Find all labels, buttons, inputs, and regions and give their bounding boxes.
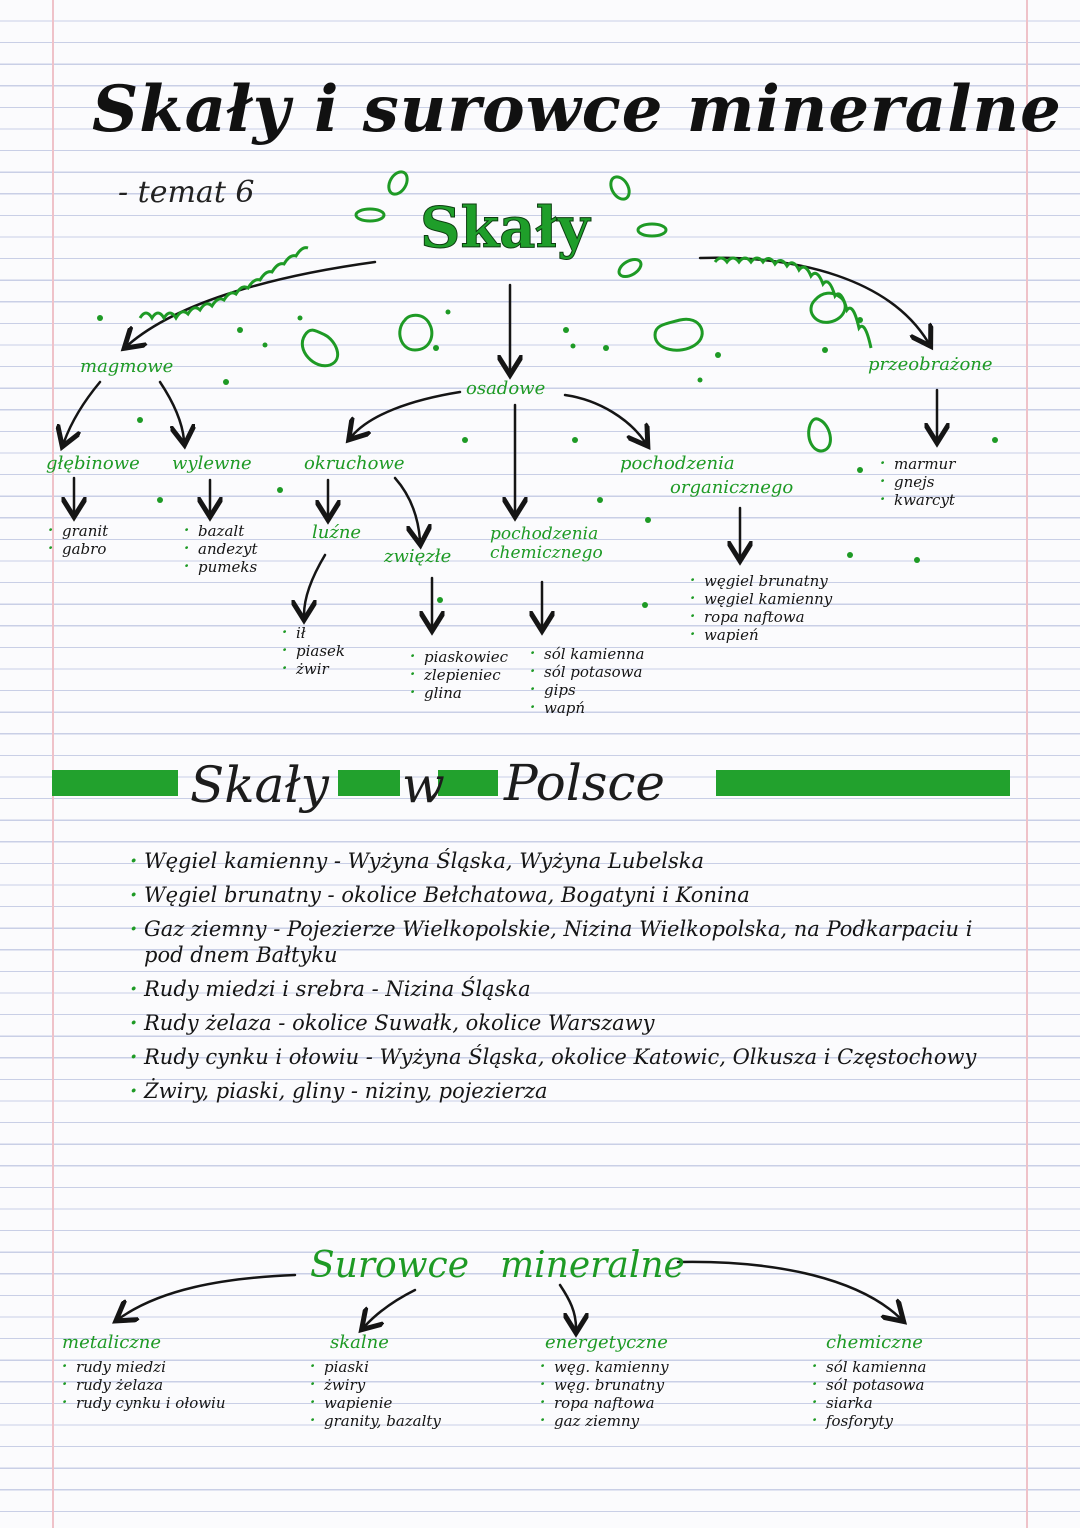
highlight-band — [716, 770, 1010, 796]
surowce-title-part1: Surowce — [310, 1245, 470, 1286]
list-item: · piaski — [310, 1358, 441, 1376]
list-item: · bazalt — [184, 522, 258, 540]
highlight-band — [438, 770, 498, 796]
list-item: · żwir — [282, 660, 345, 678]
subcategory-glebinowe: głębinowe — [46, 453, 140, 474]
list-energetyczne — [540, 1358, 669, 1430]
list-zwiezle — [410, 648, 508, 702]
subcategory-organiczne-line1: pochodzenia — [620, 453, 735, 474]
page-title: Skały i surowce mineralne — [92, 72, 1062, 147]
subcategory-wylewne: wylewne — [172, 453, 252, 474]
list-item: · Rudy cynku i ołowiu - Wyżyna Śląska, okolice Katowic, Olkusza i Częstochowy — [130, 1044, 1010, 1070]
group-skalne: skalne — [330, 1332, 389, 1353]
group-energetyczne: energetyczne — [545, 1332, 668, 1353]
list-przeobrazone — [880, 455, 955, 509]
section-title-skaly: Skały — [190, 756, 329, 814]
list-item: · sól potasowa — [812, 1376, 927, 1394]
list-item: · węg. brunatny — [540, 1376, 669, 1394]
list-item: · sól kamienna — [530, 645, 645, 663]
list-item: · gabro — [48, 540, 108, 558]
list-item: · Żwiry, piaski, gliny - niziny, pojezierza — [130, 1078, 1010, 1104]
subcategory-organiczne-line2: organicznego — [670, 477, 794, 498]
list-chemiczne — [530, 645, 645, 717]
category-osadowe: osadowe — [466, 378, 546, 399]
list-item: · rudy miedzi — [62, 1358, 226, 1376]
list-item: · zlepieniec — [410, 666, 508, 684]
subcategory-zwiezle: zwięzłe — [384, 546, 452, 567]
group-chemiczne: chemiczne — [826, 1332, 923, 1353]
list-item: · żwiry — [310, 1376, 441, 1394]
list-item: · Węgiel brunatny - okolice Bełchatowa, Bogatyni i Konina — [130, 882, 1010, 908]
list-organiczne — [690, 572, 832, 644]
category-magmowe: magmowe — [80, 356, 174, 377]
list-item: · rudy cynku i ołowiu — [62, 1394, 226, 1412]
list-item: · sól potasowa — [530, 663, 645, 681]
list-item: · glina — [410, 684, 508, 702]
list-item: · siarka — [812, 1394, 927, 1412]
category-przeobrazone: przeobrażone — [868, 354, 993, 375]
list-item: · Rudy miedzi i srebra - Nizina Śląska — [130, 976, 1010, 1002]
list-chemiczne-surowce — [812, 1358, 927, 1430]
list-item: · gnejs — [880, 473, 955, 491]
subcategory-chemiczne: pochodzenia chemicznego — [490, 524, 603, 563]
list-metaliczne — [62, 1358, 226, 1412]
group-metaliczne: metaliczne — [62, 1332, 162, 1353]
list-item: · wapień — [690, 626, 832, 644]
section-title-polsce: Polsce — [504, 754, 665, 812]
subcategory-luzne: luźne — [312, 522, 362, 543]
list-wylewne — [184, 522, 258, 576]
list-item: · pumeks — [184, 558, 258, 576]
list-item: · rudy żelaza — [62, 1376, 226, 1394]
list-item: · Rudy żelaza - okolice Suwałk, okolice Warszawy — [130, 1010, 1010, 1036]
list-item: · węgiel kamienny — [690, 590, 832, 608]
highlight-band — [338, 770, 400, 796]
list-glebinowe — [48, 522, 108, 558]
surowce-title-part2: mineralne — [500, 1245, 685, 1286]
list-item: · andezyt — [184, 540, 258, 558]
list-item: · ił — [282, 624, 345, 642]
list-item: · Gaz ziemny - Pojezierze Wielkopolskie, Nizina Wielkopolska, na Podkarpaciu i pod dnem Bałtyku — [130, 916, 1010, 968]
list-item: · piaskowiec — [410, 648, 508, 666]
list-item: · kwarcyt — [880, 491, 955, 509]
list-item: · wapienie — [310, 1394, 441, 1412]
list-item: · ropa naftowa — [540, 1394, 669, 1412]
list-item: · granity, bazalty — [310, 1412, 441, 1430]
center-topic: Skały — [420, 195, 590, 261]
list-luzne — [282, 624, 345, 678]
list-item: · piasek — [282, 642, 345, 660]
list-item: · Węgiel kamienny - Wyżyna Śląska, Wyżyna Lubelska — [130, 848, 1010, 874]
list-item: · fosforyty — [812, 1412, 927, 1430]
list-skalne — [310, 1358, 441, 1430]
list-item: · węgiel brunatny — [690, 572, 832, 590]
list-item: · ropa naftowa — [690, 608, 832, 626]
list-item: · węg. kamienny — [540, 1358, 669, 1376]
section-title-w: w — [402, 756, 445, 814]
page-subtitle: - temat 6 — [118, 175, 255, 210]
highlight-band — [52, 770, 178, 796]
list-item: · sól kamienna — [812, 1358, 927, 1376]
polska-list — [130, 848, 1010, 1112]
list-item: · gips — [530, 681, 645, 699]
list-item: · granit — [48, 522, 108, 540]
subcategory-okruchowe: okruchowe — [304, 453, 405, 474]
list-item: · gaz ziemny — [540, 1412, 669, 1430]
list-item: · wapń — [530, 699, 645, 717]
list-item: · marmur — [880, 455, 955, 473]
